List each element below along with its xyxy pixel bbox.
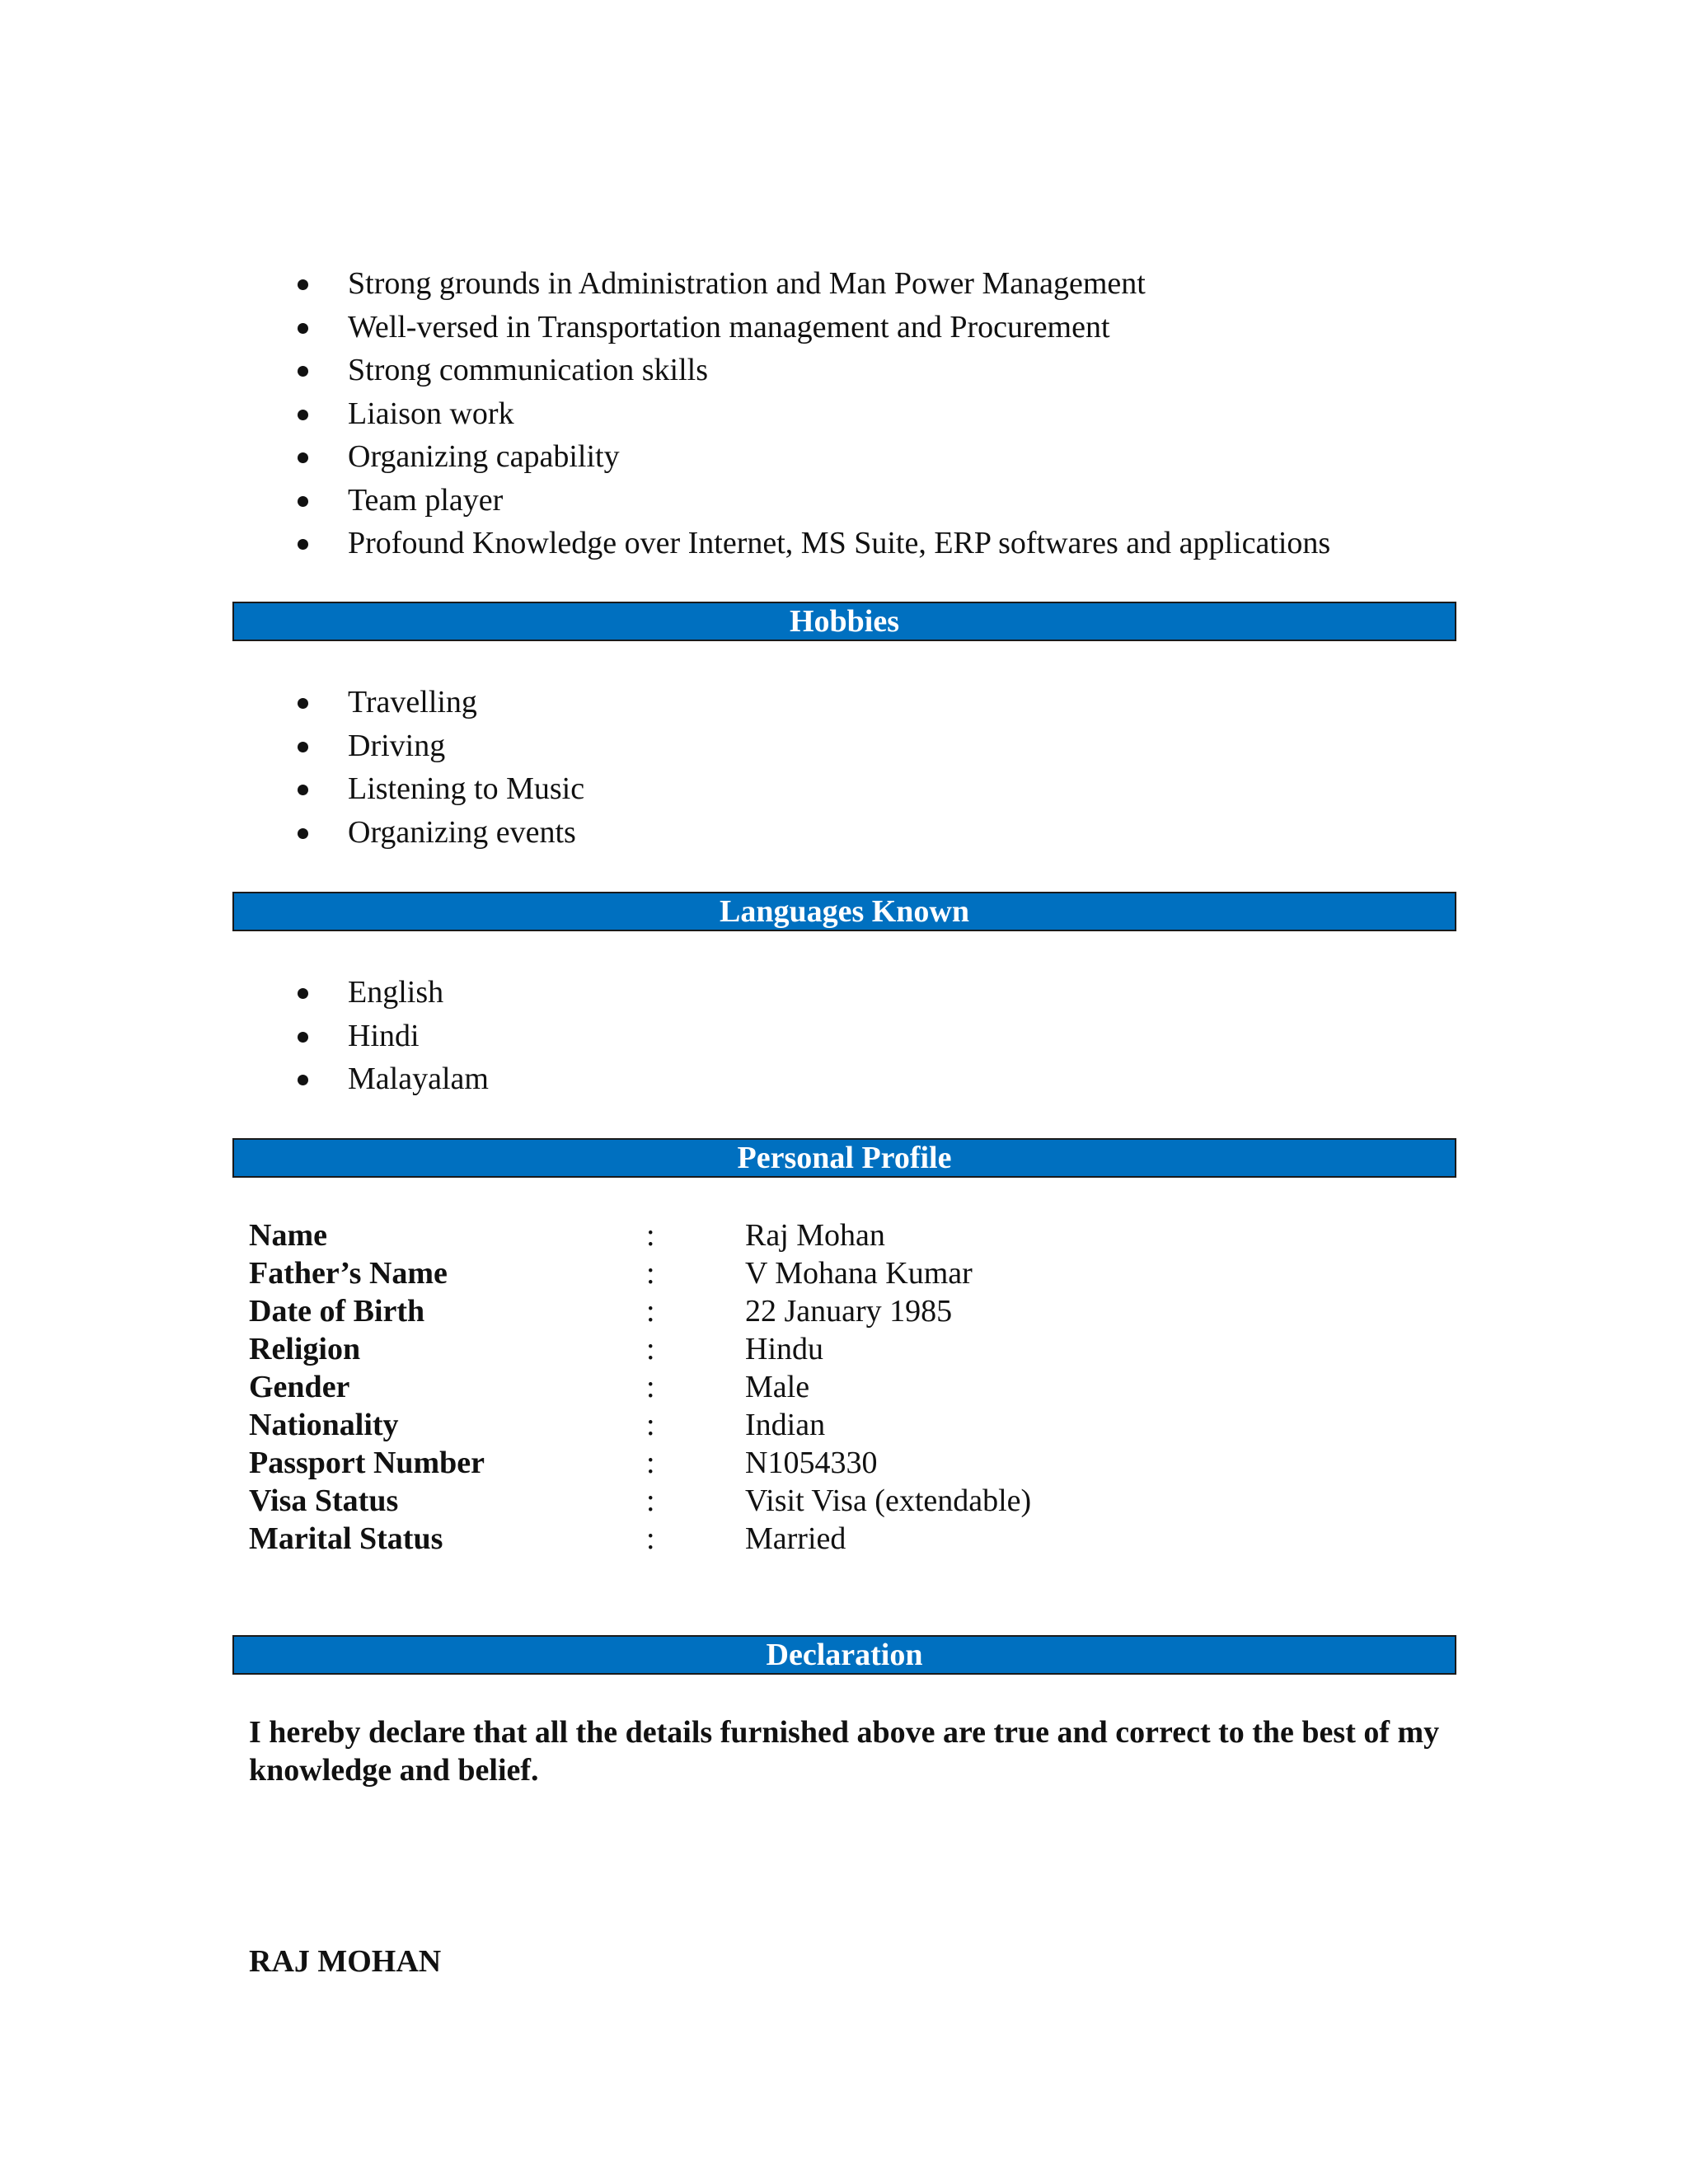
- profile-row-marital-status: [249, 1520, 1436, 1558]
- personal-profile-table: [249, 1216, 1436, 1558]
- list-item: Malayalam: [290, 1057, 489, 1101]
- profile-value: Male: [745, 1370, 810, 1404]
- profile-label: Nationality: [249, 1408, 399, 1442]
- profile-separator: :: [646, 1256, 655, 1291]
- signature-name: RAJ MOHAN: [249, 1944, 442, 1979]
- hobbies-list: [290, 681, 584, 854]
- profile-row-visa-status: [249, 1482, 1436, 1520]
- profile-separator: :: [646, 1446, 655, 1480]
- list-item: Liaison work: [290, 392, 1330, 436]
- list-item: Hindi: [290, 1015, 489, 1058]
- profile-value: Hindu: [745, 1332, 823, 1366]
- profile-separator: :: [646, 1332, 655, 1366]
- profile-value: N1054330: [745, 1446, 878, 1480]
- profile-row-gender: [249, 1368, 1436, 1406]
- profile-label: Religion: [249, 1332, 361, 1366]
- languages-list: [290, 971, 489, 1101]
- list-item: Listening to Music: [290, 767, 584, 811]
- profile-label: Father’s Name: [249, 1256, 448, 1291]
- list-item: Organizing events: [290, 811, 584, 855]
- list-item: Team player: [290, 479, 1330, 523]
- profile-label: Date of Birth: [249, 1294, 425, 1329]
- profile-row-religion: [249, 1330, 1436, 1368]
- list-item: Profound Knowledge over Internet, MS Suite, ERP softwares and applications: [290, 522, 1330, 565]
- profile-separator: :: [646, 1483, 655, 1518]
- list-item: Strong communication skills: [290, 349, 1330, 392]
- list-item: Organizing capability: [290, 435, 1330, 479]
- declaration-text: I hereby declare that all the details furnished above are true and correct to the best of my knowledge and belief.: [249, 1715, 1440, 1788]
- profile-row-name: [249, 1216, 1436, 1254]
- profile-label: Visa Status: [249, 1483, 399, 1518]
- profile-label: Name: [249, 1218, 327, 1253]
- profile-value: V Mohana Kumar: [745, 1256, 973, 1291]
- section-header-personal-profile: Personal Profile: [232, 1138, 1456, 1178]
- list-item: Travelling: [290, 681, 584, 724]
- list-item: Driving: [290, 724, 584, 768]
- section-header-languages: Languages Known: [232, 892, 1456, 931]
- section-header-declaration: Declaration: [232, 1635, 1456, 1675]
- profile-separator: :: [646, 1218, 655, 1253]
- profile-value: Indian: [745, 1408, 826, 1442]
- profile-value: 22 January 1985: [745, 1294, 953, 1329]
- profile-separator: :: [646, 1408, 655, 1442]
- list-item: English: [290, 971, 489, 1015]
- profile-label: Marital Status: [249, 1521, 443, 1556]
- profile-value: Married: [745, 1521, 846, 1556]
- profile-separator: :: [646, 1521, 655, 1556]
- profile-value: Visit Visa (extendable): [745, 1483, 1032, 1518]
- profile-separator: :: [646, 1294, 655, 1329]
- profile-value: Raj Mohan: [745, 1218, 885, 1253]
- profile-row-nationality: [249, 1406, 1436, 1444]
- profile-label: Passport Number: [249, 1446, 485, 1480]
- list-item: Well-versed in Transportation management and Procurement: [290, 306, 1330, 349]
- profile-label: Gender: [249, 1370, 350, 1404]
- skills-list: [290, 262, 1330, 565]
- section-header-hobbies: Hobbies: [232, 602, 1456, 641]
- profile-row-fathers-name: [249, 1254, 1436, 1292]
- profile-row-passport-number: [249, 1444, 1436, 1482]
- list-item: Strong grounds in Administration and Man Power Management: [290, 262, 1330, 306]
- profile-separator: :: [646, 1370, 655, 1404]
- profile-row-date-of-birth: [249, 1292, 1436, 1330]
